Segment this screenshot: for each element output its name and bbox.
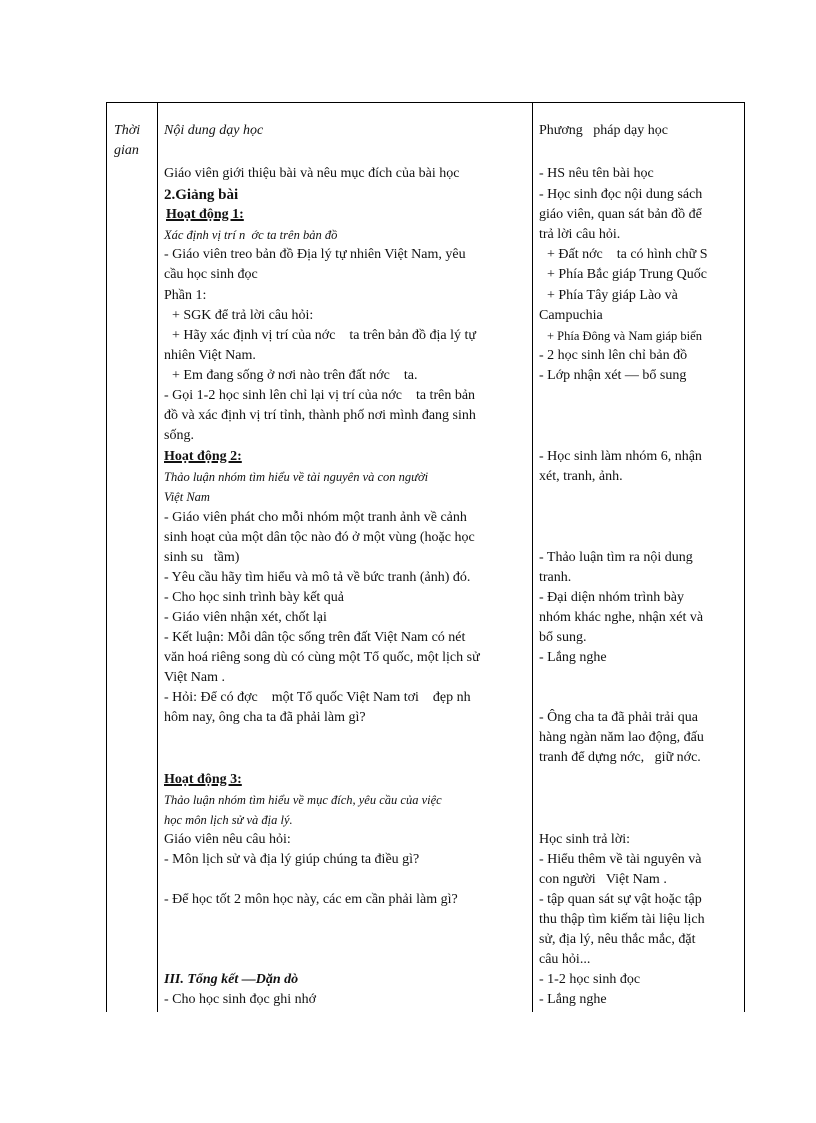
header-time-line1: Thời [114, 123, 141, 138]
method-line: - 1-2 học sinh đọc [539, 972, 641, 987]
content-line: cầu học sinh đọc [164, 267, 258, 282]
method-line: - Thảo luận tìm ra nội dung [539, 550, 693, 565]
content-line: - Yêu cầu hãy tìm hiểu và mô tả về bức tranh (ảnh) đó. [164, 570, 471, 585]
content-line: - Gọi 1-2 học sinh lên chỉ lại vị trí của nớc ta trên bản [164, 388, 476, 403]
method-line: + Phía Đông và Nam giáp biển [547, 329, 702, 343]
method-line: thu thập tìm kiếm tài liệu lịch [539, 912, 705, 927]
method-line: - Lắng nghe [539, 650, 607, 665]
content-line: hôm nay, ông cha ta đã phải làm gì? [164, 710, 366, 725]
section-heading: III. Tổng kết —Dặn dò [164, 972, 299, 987]
activity-heading: Hoạt động 1: [166, 207, 244, 222]
method-line: xét, tranh, ảnh. [539, 469, 623, 484]
content-line: Giáo viên giới thiệu bài và nêu mục đích của bài học [164, 166, 460, 181]
method-line: Campuchia [539, 308, 603, 323]
content-line: + SGK để trả lời câu hỏi: [172, 308, 314, 323]
method-line: - HS nêu tên bài học [539, 166, 654, 181]
method-line: - Đại diện nhóm trình bày [539, 590, 685, 605]
activity-heading: Hoạt động 2: [164, 449, 242, 464]
content-line: + Em đang sống ở nơi nào trên đất nớc ta. [172, 368, 418, 383]
method-line: giáo viên, quan sát bản đồ để [539, 207, 702, 222]
content-line: nhiên Việt Nam. [164, 348, 256, 363]
method-line: - 2 học sinh lên chỉ bản đồ [539, 348, 688, 363]
activity-title: học môn lịch sử và địa lý. [164, 813, 293, 827]
method-line: tranh để dựng nớc, giữ nớc. [539, 750, 701, 765]
activity-title: Việt Nam [164, 490, 210, 504]
activity-title: Xác định vị trí n ớc ta trên bản đồ [164, 228, 338, 242]
table-right-border [744, 102, 745, 1012]
content-line: - Môn lịch sử và địa lý giúp chúng ta điều gì? [164, 852, 420, 867]
header-method: Phương pháp dạy học [539, 123, 668, 138]
section-heading: 2.Giảng bài [164, 187, 239, 203]
content-line: Giáo viên nêu câu hỏi: [164, 832, 291, 847]
table-left-border [106, 102, 107, 1012]
content-line: - Để học tốt 2 môn học này, các em cần phải làm gì? [164, 892, 458, 907]
method-line: câu hỏi... [539, 952, 591, 967]
method-line: - tập quan sát sự vật hoặc tập [539, 892, 702, 907]
method-line: con người Việt Nam . [539, 872, 667, 887]
content-line: Việt Nam . [164, 670, 225, 685]
content-line: - Kết luận: Mỗi dân tộc sống trên đất Việt Nam có nét [164, 630, 466, 645]
content-line: sinh su tầm) [164, 550, 240, 565]
method-line: - Lắng nghe [539, 992, 607, 1007]
content-line: + Hãy xác định vị trí của nớc ta trên bản đồ địa lý tự [172, 328, 476, 343]
content-line: - Giáo viên phát cho mỗi nhóm một tranh ảnh về cảnh [164, 510, 467, 525]
header-time-line2: gian [114, 143, 139, 158]
column-divider-content [532, 102, 533, 1012]
content-line: văn hoá riêng song dù có cùng một Tổ quốc, một lịch sử [164, 650, 480, 665]
content-line: sinh hoạt của một dân tộc nào đó ở một vùng (hoặc học [164, 530, 475, 545]
content-line: - Giáo viên nhận xét, chốt lại [164, 610, 327, 625]
method-line: hàng ngàn năm lao động, đấu [539, 730, 704, 745]
method-line: + Phía Bắc giáp Trung Quốc [547, 267, 707, 282]
method-line: sử, địa lý, nêu thắc mắc, đặt [539, 932, 696, 947]
content-line: đồ và xác định vị trí tỉnh, thành phố nơi mình đang sinh [164, 408, 476, 423]
method-line: bổ sung. [539, 630, 587, 645]
content-line: - Cho học sinh trình bày kết quả [164, 590, 345, 605]
column-divider-time [157, 102, 158, 1012]
content-line: - Giáo viên treo bản đồ Địa lý tự nhiên Việt Nam, yêu [164, 247, 466, 262]
table-top-border [106, 102, 745, 103]
activity-heading: Hoạt động 3: [164, 772, 242, 787]
method-line: - Học sinh đọc nội dung sách [539, 187, 703, 202]
method-line: trả lời câu hỏi. [539, 227, 621, 242]
content-line: - Cho học sinh đọc ghi nhớ [164, 992, 317, 1007]
method-line: - Học sinh làm nhóm 6, nhận [539, 449, 702, 464]
content-line: sống. [164, 428, 194, 443]
method-line: - Hiểu thêm về tài nguyên và [539, 852, 702, 867]
activity-title: Thảo luận nhóm tìm hiểu về mục đích, yêu cầu của việc [164, 793, 442, 807]
method-line: + Đất nớc ta có hình chữ S [547, 247, 708, 262]
header-content: Nội dung dạy học [164, 123, 264, 138]
content-line: Phần 1: [164, 288, 207, 303]
method-line: + Phía Tây giáp Lào và [547, 288, 678, 303]
method-line: nhóm khác nghe, nhận xét và [539, 610, 704, 625]
content-line: - Hỏi: Để có đợc một Tổ quốc Việt Nam tơi đẹp nh [164, 690, 471, 705]
method-line: tranh. [539, 570, 572, 585]
activity-title: Thảo luận nhóm tìm hiểu về tài nguyên và con người [164, 470, 429, 484]
method-line: - Ông cha ta đã phải trải qua [539, 710, 698, 725]
method-line: Học sinh trả lời: [539, 832, 630, 847]
method-line: - Lớp nhận xét — bổ sung [539, 368, 687, 383]
